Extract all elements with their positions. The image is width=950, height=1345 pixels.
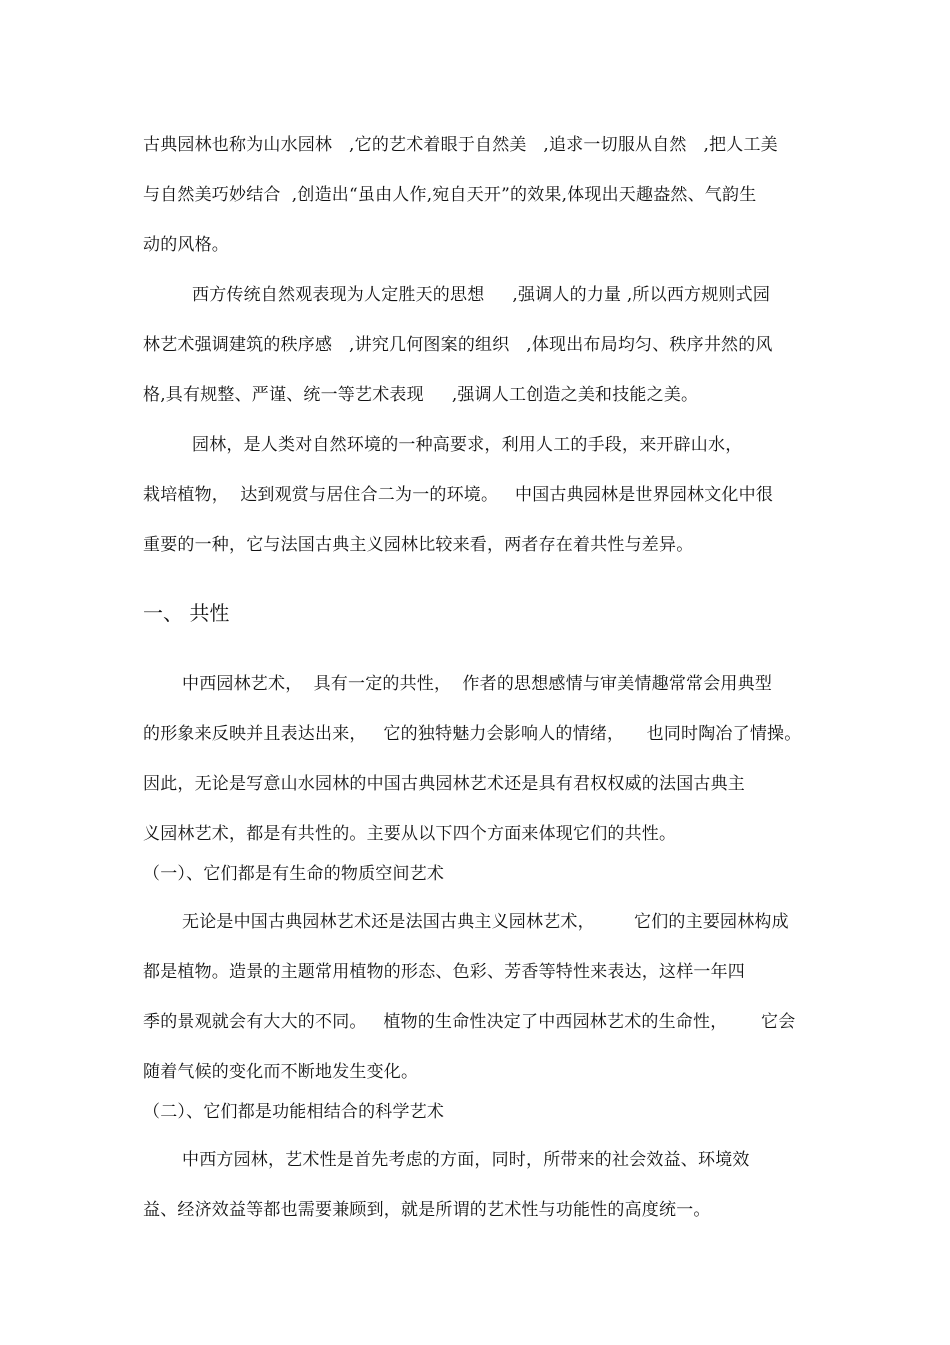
text-line: 季的景观就会有大大的不同。 植物的生命性决定了中西园林艺术的生命性， 它会 — [143, 1012, 796, 1032]
text-line: 无论是中国古典园林艺术还是法国古典主义园林艺术， 它们的主要园林构成 — [182, 912, 789, 932]
text-line: 中西园林艺术， 具有一定的共性， 作者的思想感情与审美情趣常常会用典型 — [182, 674, 773, 694]
text-line: 与自然美巧妙结合 ,创造出“虽由人作,宛自天开”的效果,体现出天趣盎然、气韵生 — [143, 185, 757, 205]
text-line: 西方传统自然观表现为人定胜天的思想 ,强调人的力量 ,所以西方规则式园 — [192, 285, 771, 305]
text-line: 重要的一种，它与法国古典主义园林比较来看，两者存在着共性与差异。 — [143, 535, 694, 555]
text-line: 益、经济效益等都也需要兼顾到，就是所谓的艺术性与功能性的高度统一。 — [143, 1200, 711, 1220]
text-line: 都是植物。造景的主题常用植物的形态、色彩、芳香等特性来表达，这样一年四 — [143, 962, 745, 982]
section-heading: 一、 共性 — [143, 601, 230, 625]
subheading: （二）、它们都是功能相结合的科学艺术 — [143, 1102, 445, 1122]
text-line: 中西方园林，艺术性是首先考虑的方面，同时，所带来的社会效益、环境效 — [182, 1150, 750, 1170]
text-line: 随着气候的变化而不断地发生变化。 — [143, 1062, 419, 1082]
text-line: 动的风格。 — [143, 235, 229, 255]
text-line: 因此，无论是写意山水园林的中国古典园林艺术还是具有君权权威的法国古典主 — [143, 774, 745, 794]
text-line: 园林，是人类对自然环境的一种高要求，利用人工的手段，来开辟山水， — [192, 435, 743, 455]
text-line: 林艺术强调建筑的秩序感 ,讲究几何图案的组织 ,体现出布局均匀、秩序井然的风 — [143, 335, 773, 355]
subheading: （一）、它们都是有生命的物质空间艺术 — [143, 864, 445, 884]
text-line: 的形象来反映并且表达出来， 它的独特魅力会影响人的情绪， 也同时陶冶了情操。 — [143, 724, 802, 744]
text-line: 古典园林也称为山水园林 ,它的艺术着眼于自然美 ,追求一切服从自然 ,把人工美 — [143, 135, 778, 155]
text-line: 格,具有规整、严谨、统一等艺术表现 ,强调人工创造之美和技能之美。 — [143, 385, 699, 405]
text-line: 义园林艺术，都是有共性的。主要从以下四个方面来体现它们的共性。 — [143, 824, 677, 844]
text-line: 栽培植物， 达到观赏与居住合二为一的环境。 中国古典园林是世界园林文化中很 — [143, 485, 774, 505]
